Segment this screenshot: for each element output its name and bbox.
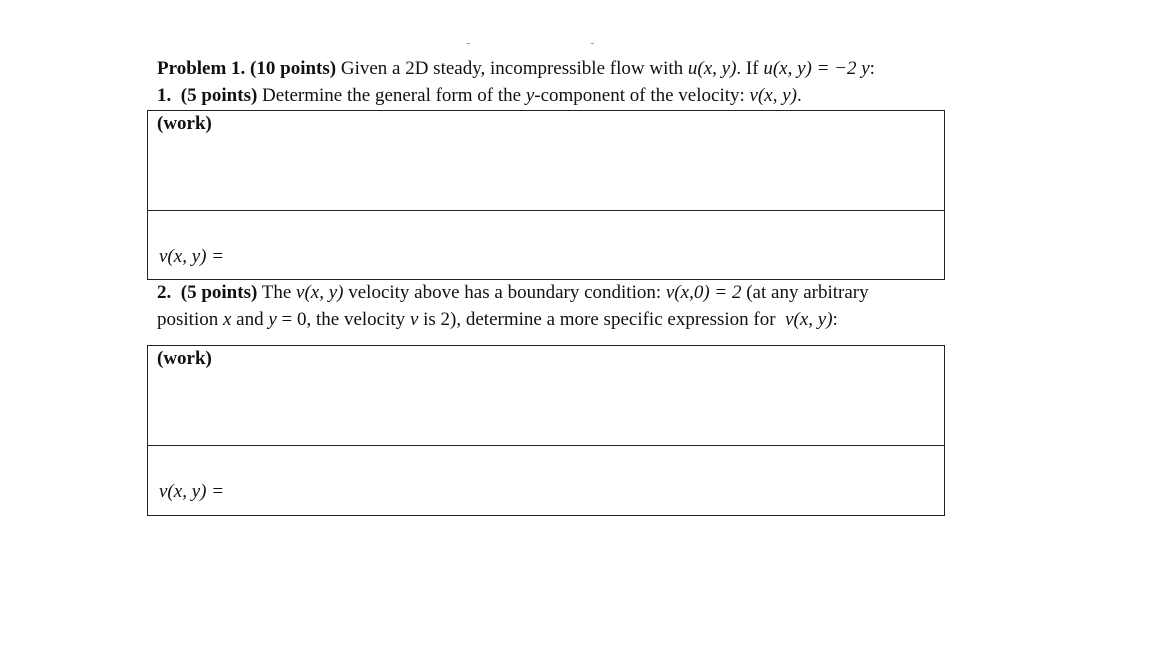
part2-answer-box[interactable] — [147, 445, 945, 516]
part2-text-c: (at any arbitrary — [746, 282, 869, 303]
problem-intro: Given a 2D steady, incompressible flow with — [340, 58, 684, 79]
problem-statement — [157, 58, 875, 80]
part1-work-label: (work) — [157, 113, 212, 134]
part2-line2-a: position — [157, 309, 219, 330]
if-text: . If — [736, 58, 759, 79]
part1-answer-box[interactable] — [147, 210, 945, 280]
part2-question-line2 — [157, 309, 838, 331]
part2-text-b: velocity above has a boundary condition: — [348, 282, 662, 303]
part2-v-function-2: v(x, y) — [785, 309, 833, 330]
u-equation: u(x, y) = −2 y — [763, 58, 870, 79]
part1-text-a: Determine the general form of the — [262, 85, 522, 106]
part2-y-var: y — [268, 309, 277, 330]
part2-text-a: The — [261, 282, 292, 303]
colon: : — [869, 58, 875, 79]
part1-v-function: v(x, y) — [749, 85, 798, 106]
part2-x-var: x — [222, 309, 232, 330]
part2-v-var: v — [409, 309, 419, 330]
part1-end: . — [797, 85, 802, 106]
part2-line2-b: and — [236, 309, 264, 330]
problem-heading: Problem 1. (10 points) — [157, 58, 337, 79]
part2-answer-label: v(x, y) = — [159, 481, 225, 502]
stray-mark — [467, 43, 470, 44]
part2-colon: : — [832, 309, 838, 330]
part2-question-line1 — [157, 282, 869, 304]
part1-number: 1. — [157, 85, 172, 106]
part2-number: 2. — [157, 282, 172, 303]
part2-line2-c: = 0, the velocity — [281, 309, 406, 330]
part2-boundary-condition: v(x,0) = 2 — [665, 282, 742, 303]
part2-work-box[interactable] — [147, 345, 945, 446]
part2-line2-d: is 2), determine a more specific expression for — [423, 309, 776, 330]
part2-v-function: v(x, y) — [296, 282, 344, 303]
part1-answer-label: v(x, y) = — [159, 246, 225, 267]
part1-question — [157, 85, 802, 107]
part2-work-label: (work) — [157, 348, 212, 369]
u-function: u(x, y) — [687, 58, 737, 79]
stray-mark — [591, 43, 594, 44]
part1-y-var: y — [525, 85, 535, 106]
part1-text-b: -component of the velocity: — [534, 85, 745, 106]
part1-points: (5 points) — [180, 85, 258, 106]
part2-points: (5 points) — [180, 282, 258, 303]
part1-work-box[interactable] — [147, 110, 945, 211]
